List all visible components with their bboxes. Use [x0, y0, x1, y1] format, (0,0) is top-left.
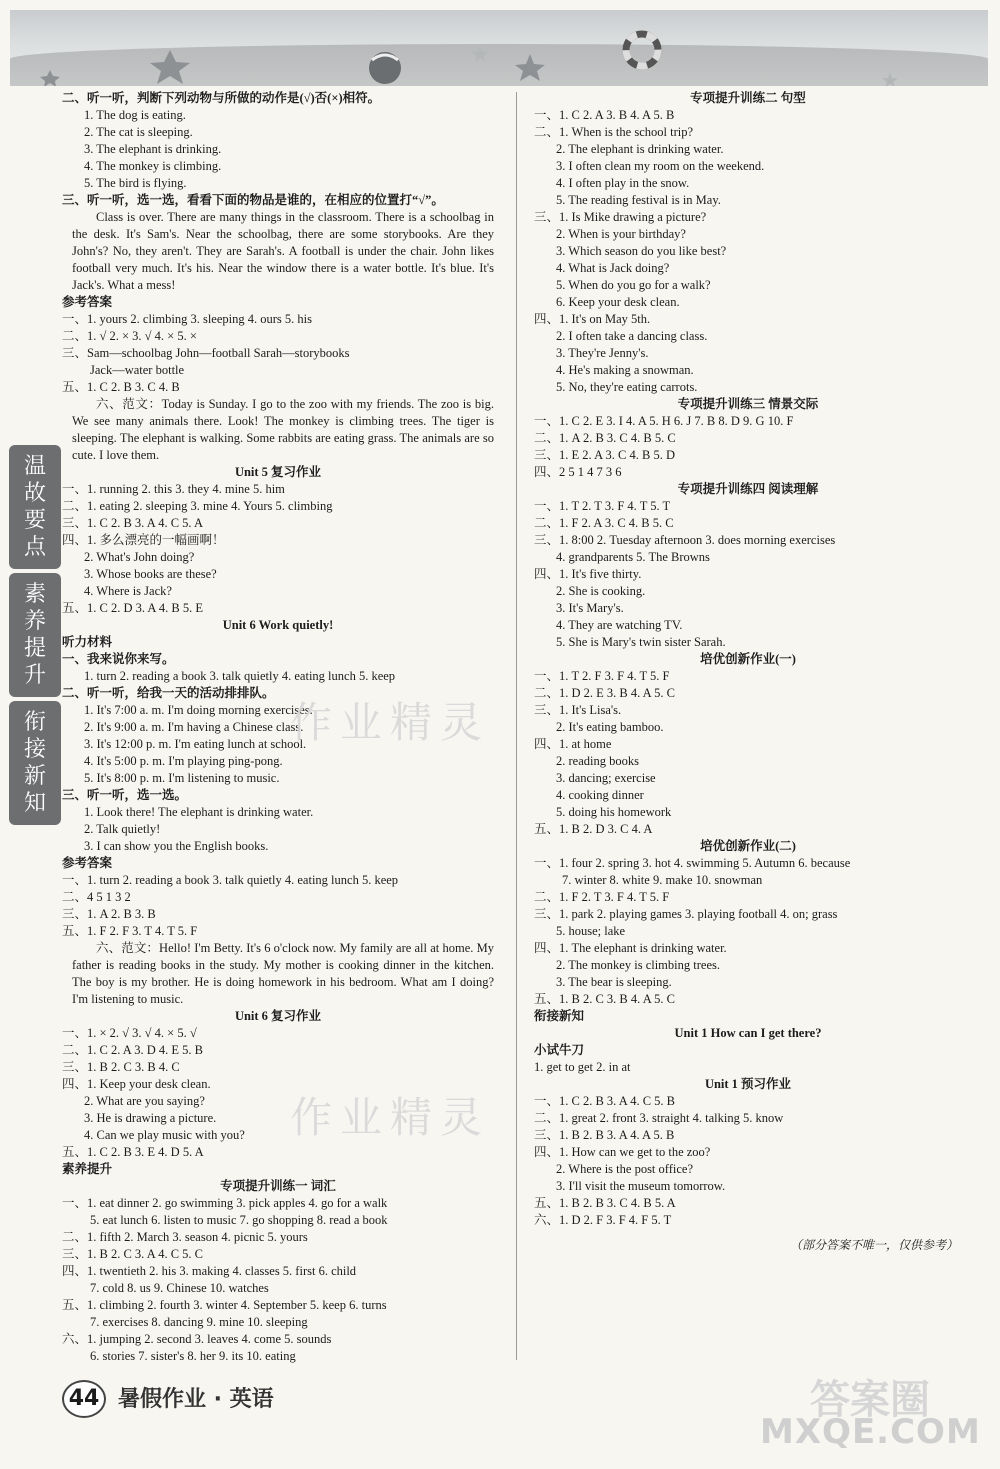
answer-line: 四、1. 多么漂亮的一幅画啊！ [62, 533, 225, 547]
section-heading: 培优创新作业(一) [700, 652, 796, 666]
answer-line: 2. reading books [556, 754, 639, 768]
answer-line: 四、2 5 1 4 7 3 6 [534, 465, 622, 479]
answer-line: 5. doing his homework [556, 805, 672, 819]
answer-line: 2. Talk quietly! [84, 822, 161, 836]
answer-line: 参考答案 [62, 856, 113, 870]
answer-line: 2. She is cooking. [556, 584, 646, 598]
answer-line: 2. What are you saying? [84, 1094, 205, 1108]
answer-line: 2. It's 9:00 a. m. I'm having a Chinese class. [84, 720, 304, 734]
answer-line: 4. It's 5:00 p. m. I'm playing ping-pong. [84, 754, 283, 768]
answer-line: 5. It's 8:00 p. m. I'm listening to music. [84, 771, 280, 785]
beach-ball-icon [369, 52, 401, 84]
answer-line: 小试牛刀 [534, 1043, 585, 1057]
answer-line: 二、听一听，给我一天的活动排排队。 [62, 686, 275, 700]
answer-line: 三、1. A 2. B 3. B [62, 907, 156, 921]
section-heading: 培优创新作业(二) [700, 839, 796, 853]
starfish-icon [472, 46, 488, 62]
answer-line: 1. turn 2. reading a book 3. talk quietly 4. eating lunch 5. keep [84, 669, 396, 683]
watermark-text: 作业精灵 [290, 1093, 491, 1142]
book-title: 暑假作业 · 英语 [118, 1387, 274, 1412]
answer-line: 四、1. How can we get to the zoo? [534, 1145, 711, 1159]
section-heading: 专项提升训练一 词汇 [220, 1179, 336, 1193]
answer-line: 3. Which season do you like best? [556, 244, 727, 258]
column-divider [516, 92, 517, 1360]
answer-line: 四、1. It's five thirty. [534, 567, 642, 581]
starfish-icon [515, 54, 545, 81]
side-tab: 素 养 提 升 [9, 573, 61, 697]
answer-line: 参考答案 [62, 295, 113, 309]
answer-line: 二、1. eating 2. sleeping 3. mine 4. Yours 5. climbing [62, 499, 333, 513]
answer-line: 3. I'll visit the museum tomorrow. [556, 1179, 726, 1193]
answer-line: 2. It's eating bamboo. [556, 720, 664, 734]
answer-line: 一、1. C 2. A 3. B 4. A 5. B [534, 108, 675, 122]
answer-line: 一、1. × 2. √ 3. √ 4. × 5. √ [62, 1026, 197, 1040]
answer-line: 5. When do you go for a walk? [556, 278, 711, 292]
answer-line: 6. Keep your desk clean. [556, 295, 680, 309]
answer-line: 三、1. E 2. A 3. C 4. B 5. D [534, 448, 675, 462]
answer-line: 3. The elephant is drinking. [84, 142, 222, 156]
answer-line: 一、1. C 2. B 3. A 4. C 5. B [534, 1094, 675, 1108]
section-heading: 专项提升训练三 情景交际 [677, 397, 819, 411]
answer-line: 素养提升 [62, 1162, 113, 1176]
answer-line: 3. dancing; exercise [556, 771, 656, 785]
answer-line: 三、1. 8:00 2. Tuesday afternoon 3. does morning exercises [534, 533, 836, 547]
answer-line: 7. cold 8. us 9. Chinese 10. watches [90, 1281, 269, 1295]
answer-line: 4. He's making a snowman. [556, 363, 694, 377]
answer-line: 六、1. jumping 2. second 3. leaves 4. come 5. sounds [62, 1332, 332, 1346]
answer-line: 五、1. C 2. B 3. C 4. B [62, 380, 180, 394]
section-heading: Unit 1 预习作业 [704, 1077, 792, 1091]
page-number: 44 [62, 1380, 106, 1418]
answer-note: （部分答案不唯一，仅供参考） [790, 1238, 959, 1252]
side-tab: 温 故 要 点 [9, 445, 61, 569]
answer-line: 一、1. running 2. this 3. they 4. mine 5. him [62, 482, 285, 496]
answer-line: 三、1. park 2. playing games 3. playing football 4. on; grass [534, 907, 838, 921]
answer-line: 1. get to get 2. in at [534, 1060, 631, 1074]
section-heading: Unit 1 How can I get there? [674, 1026, 822, 1040]
answer-line: 1. The dog is eating. [84, 108, 186, 122]
section-heading: 专项提升训练四 阅读理解 [677, 482, 819, 496]
header-banner [10, 10, 988, 86]
banner-decoration [10, 10, 988, 86]
answer-line: 3. Whose books are these? [84, 567, 217, 581]
answer-line: 4. Where is Jack? [84, 584, 172, 598]
answer-line: 三、1. B 2. B 3. A 4. A 5. B [534, 1128, 675, 1142]
answer-line: 二、1. fifth 2. March 3. season 4. picnic 5. yours [62, 1230, 308, 1244]
answer-line: 4. What is Jack doing? [556, 261, 670, 275]
answer-line: 1. Look there! The elephant is drinking water. [84, 805, 314, 819]
answer-line: 4. Can we play music with you? [84, 1128, 245, 1142]
answer-line: 一、1. yours 2. climbing 3. sleeping 4. ours 5. his [62, 312, 312, 326]
answer-line: 三、1. It's Lisa's. [534, 703, 622, 717]
answer-line: 3. The bear is sleeping. [556, 975, 672, 989]
swim-ring-icon [626, 34, 658, 66]
answer-line: Jack—water bottle [90, 363, 185, 377]
answer-line: 三、1. B 2. C 3. B 4. C [62, 1060, 180, 1074]
section-side-tabs [9, 445, 63, 829]
answer-line: 五、1. climbing 2. fourth 3. winter 4. September 5. keep 6. turns [62, 1298, 387, 1312]
right-answer-column [534, 90, 962, 1229]
answer-line: 四、1. at home [534, 737, 612, 751]
answer-line: 1. It's 7:00 a. m. I'm doing morning exercises. [84, 703, 313, 717]
answer-line: 二、1. F 2. A 3. C 4. B 5. C [534, 516, 674, 530]
answer-line: 听力材料 [62, 635, 113, 649]
answer-line: 2. Where is the post office? [556, 1162, 693, 1176]
answer-line: 六、1. D 2. F 3. F 4. F 5. T [534, 1213, 672, 1227]
answer-line: 一、1. T 2. F 3. F 4. T 5. F [534, 669, 670, 683]
answer-line: 二、1. A 2. B 3. C 4. B 5. C [534, 431, 676, 445]
answer-line: 四、1. twentieth 2. his 3. making 4. classes 5. first 6. child [62, 1264, 357, 1278]
watermark-logo: 答案圈 [810, 1377, 930, 1423]
answer-line: 二、1. D 2. E 3. B 4. A 5. C [534, 686, 675, 700]
answer-line: 7. winter 8. white 9. make 10. snowman [562, 873, 763, 887]
answer-line: 4. I often play in the snow. [556, 176, 690, 190]
answer-line: 三、1. C 2. B 3. A 4. C 5. A [62, 516, 203, 530]
answer-line: 三、Sam—schoolbag John—football Sarah—storybooks [62, 346, 350, 360]
answer-line: 一、我来说你来写。 [62, 652, 175, 666]
answer-line: 三、听一听，选一选。 [62, 788, 188, 802]
answer-line: 四、1. Keep your desk clean. [62, 1077, 211, 1091]
answer-line: 二、1. √ 2. × 3. √ 4. × 5. × [62, 329, 197, 343]
side-tab: 衔 接 新 知 [9, 701, 61, 825]
answer-line: 2. The monkey is climbing trees. [556, 958, 720, 972]
answer-line: 五、1. B 2. D 3. C 4. A [534, 822, 653, 836]
answer-line: 5. The reading festival is in May. [556, 193, 721, 207]
answer-line: 5. She is Mary's twin sister Sarah. [556, 635, 726, 649]
section-heading: Unit 6 复习作业 [234, 1009, 322, 1023]
answer-line: 五、1. B 2. C 3. B 4. A 5. C [534, 992, 675, 1006]
answer-line: 2. The elephant is drinking water. [556, 142, 724, 156]
answer-line: 四、1. It's on May 5th. [534, 312, 651, 326]
watermark-site: MXQE.COM [760, 1412, 981, 1452]
answer-line: 五、1. C 2. D 3. A 4. B 5. E [62, 601, 203, 615]
answer-line: 4. They are watching TV. [556, 618, 683, 632]
answer-line: 7. exercises 8. dancing 9. mine 10. sleeping [90, 1315, 308, 1329]
answer-line: 2. What's John doing? [84, 550, 195, 564]
answer-line: Class is over. There are many things in the classroom. There is a schoolbag in the desk. It's Sam's. Near the schoolbag, there are some storybooks. Are they John's? No, they aren't. They are Sarah's. A football is under the chair. John likes football very much. It's his. Near the window there is a water bottle. It's blue. It's Jack's. What a mess! [72, 210, 494, 292]
answer-line: 六、范文：Today is Sunday. I go to the zoo with my friends. The zoo is big. We see many animals there. Look! The monkey is climbing trees. The tiger is sleeping. The elephant is walking. Some rabbits are eating grass. The animals are so cute. I love them. [72, 397, 494, 462]
answer-line: 三、1. Is Mike drawing a picture? [534, 210, 707, 224]
answer-line: 一、1. C 2. E 3. I 4. A 5. H 6. J 7. B 8. D 9. G 10. F [534, 414, 794, 428]
answer-line: 3. It's Mary's. [556, 601, 624, 615]
starfish-icon [150, 50, 190, 84]
answer-line: 一、1. eat dinner 2. go swimming 3. pick apples 4. go for a walk [62, 1196, 388, 1210]
answer-line: 五、1. C 2. B 3. E 4. D 5. A [62, 1145, 204, 1159]
answer-line: 三、听一听，选一选，看看下面的物品是谁的，在相应的位置打“√”。 [62, 193, 444, 207]
answer-line: 5. house; lake [556, 924, 626, 938]
answer-line: 二、1. C 2. A 3. D 4. E 5. B [62, 1043, 203, 1057]
section-heading: 专项提升训练二 句型 [690, 91, 806, 105]
answer-line: 5. No, they're eating carrots. [556, 380, 698, 394]
answer-line: 4. grandparents 5. The Browns [556, 550, 710, 564]
answer-line: 二、4 5 1 3 2 [62, 890, 131, 904]
section-heading: Unit 5 复习作业 [234, 465, 322, 479]
answer-line: 2. The cat is sleeping. [84, 125, 193, 139]
answer-line: 二、1. great 2. front 3. straight 4. talking 5. know [534, 1111, 784, 1125]
answer-line: 三、1. B 2. C 3. A 4. C 5. C [62, 1247, 203, 1261]
answer-line: 一、1. four 2. spring 3. hot 4. swimming 5. Autumn 6. because [534, 856, 851, 870]
answer-line: 一、1. T 2. T 3. F 4. T 5. T [534, 499, 671, 513]
answer-line: 五、1. B 2. B 3. C 4. B 5. A [534, 1196, 676, 1210]
answer-line: 衔接新知 [534, 1009, 585, 1023]
answer-line: 6. stories 7. sister's 8. her 9. its 10. eating [90, 1349, 296, 1363]
answer-line: 4. The monkey is climbing. [84, 159, 222, 173]
watermark-text: 作业精灵 [290, 698, 491, 747]
answer-line: 五、1. F 2. F 3. T 4. T 5. F [62, 924, 198, 938]
answer-line: 二、1. F 2. T 3. F 4. T 5. F [534, 890, 670, 904]
section-heading: Unit 6 Work quietly! [222, 618, 334, 632]
answer-line: 二、听一听，判断下列动物与所做的动作是(√)否(×)相符。 [62, 91, 381, 105]
answer-line: 2. When is your birthday? [556, 227, 686, 241]
answer-line: 3. He is drawing a picture. [84, 1111, 217, 1125]
answer-line: 4. cooking dinner [556, 788, 644, 802]
answer-line: 六、范文：Hello! I'm Betty. It's 6 o'clock now. My family are all at home. My father is reading books in the study. My mother is cooking dinner in the kitchen. The boy is my brother. He is doing homework in his bedroom. What am I doing? I'm listening to music. [72, 941, 494, 1006]
answer-line: 3. I often clean my room on the weekend. [556, 159, 765, 173]
answer-line: 一、1. turn 2. reading a book 3. talk quietly 4. eating lunch 5. keep [62, 873, 399, 887]
answer-line: 2. I often take a dancing class. [556, 329, 708, 343]
answer-line: 5. eat lunch 6. listen to music 7. go shopping 8. read a book [90, 1213, 388, 1227]
answer-line: 3. I can show you the English books. [84, 839, 269, 853]
answer-line: 四、1. The elephant is drinking water. [534, 941, 727, 955]
starfish-icon [882, 72, 898, 86]
answer-line: 3. They're Jenny's. [556, 346, 649, 360]
answer-line: 二、1. When is the school trip? [534, 125, 693, 139]
answer-line: 3. It's 12:00 p. m. I'm eating lunch at school. [84, 737, 307, 751]
answer-line: 5. The bird is flying. [84, 176, 187, 190]
starfish-icon [40, 70, 60, 86]
